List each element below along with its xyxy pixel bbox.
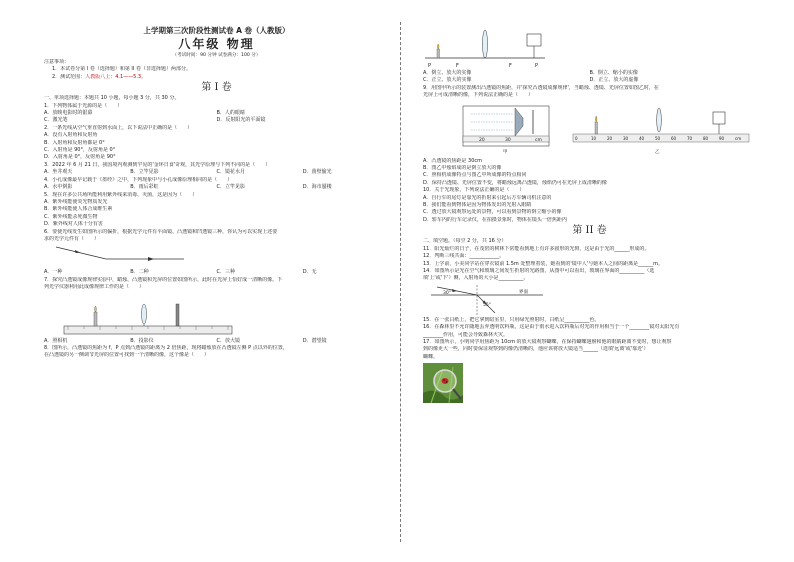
q4-option-d: D．海市蜃楼 [302, 184, 332, 191]
question-14: 14．如图所示是光在空气和玻璃之间发生折射的光路图，从图中可以看出，玻璃在界面的__________（选 [423, 267, 655, 274]
question-6-cont: 求的光学元件有（ ） [44, 235, 100, 242]
question-10: 10．关于光现象，下列说法正确的是（ ） [423, 187, 525, 194]
notice-item-2-prefix: 2．测试范围： [52, 73, 86, 80]
q5-option-d: D．紫外线对人体十分有害 [44, 221, 103, 228]
q14-refraction-figure [423, 283, 756, 317]
question-2: 2．一条光线从空气垂直射到水面上，以下说法中正确的是（ ） [44, 124, 193, 131]
q6-option-b: B．二种 [130, 269, 149, 276]
question-7: 7．探究凸透镜成像规律实验中，蜡烛、凸透镜和光屏的位置如图所示，此时在光屏上恰好成一清晰的像。下 [44, 276, 283, 283]
q14-interface-label: 界面 [519, 289, 528, 295]
q1-option-b: B．人的眼睛 [216, 110, 245, 117]
question-11: 11．阳光灿烂的日子，在茂密的树林下常能看到地上有许多圆形的光斑，这是由于光的______形成的。 [423, 245, 650, 252]
q5-option-b: B．紫外线能使人体合成维生素 [44, 206, 113, 213]
notice-item-2-range: 人教版八上：4.1——5.3。 [85, 73, 147, 80]
q3-option-b: B．立竿见影 [130, 169, 159, 176]
q10-option-a: A．自行车的尾灯是靠光的折射来引起后方车辆司机注意的 [423, 194, 552, 201]
question-17-cont: 到的像更大一些，同时要保证观察到的像仍清晰的，他应该将放大镜适当______（选填'远离'或'靠近'） [423, 346, 649, 353]
q5-option-a: A．紫外线能使荧光物质发光 [44, 198, 108, 205]
q9-option-a: A．凸透镜的焦距是 30cm [423, 157, 482, 164]
question-8-options-2 [423, 77, 756, 84]
right-column [423, 22, 756, 542]
ruler-b-cm: cm [735, 135, 742, 141]
ruler-b-10: 10 [591, 135, 597, 141]
q2-option-c: C．入射角是 90°，反射角是 0° [44, 147, 116, 154]
q14-angle-30: 30° [443, 290, 451, 296]
volume-2-heading: 第 II 卷 [572, 225, 607, 237]
question-3-options [44, 169, 389, 176]
q1-option-a: A．放映电影时的银幕 [44, 110, 93, 117]
q2-option-b: B．入射角和反射角都是 0° [44, 139, 105, 146]
ruler-b-80: 80 [703, 135, 709, 141]
q9-option-d: D．保持凸透镜、光屏位置不变，将蜡烛远离凸透镜，烛焰仍可在光屏上成清晰的像 [423, 179, 607, 186]
q2-option-a: A．没有入射角和反射角 [44, 132, 98, 139]
q10-option-b: B．我们能看到物体是因为物体发出的光射入眼睛 [423, 202, 532, 209]
question-12: 12．判断三线共面：____________。 [423, 253, 505, 260]
q8-option-c: C．正立、放大的实像 [423, 77, 472, 84]
q2-option-d: D．入射角是 0°，反射角是 90° [44, 154, 116, 161]
question-7-cont: 列光学仪器利用此成像规律工作的是（ ） [44, 284, 145, 291]
q9-option-b: B．图乙中烛焰成的是倒立放大的像 [423, 165, 502, 172]
question-13: 13．上学前，小美同学站在穿衣镜前 1.5m 处整理着装，她看到的'镜中人'与她本人之间的距离是______m。 [423, 260, 663, 267]
question-4: 4．小孔成像最早记载于《墨经》之中，下列现象中与小孔成像原理相同的是（ ） [44, 176, 233, 183]
q14-angle-55: 55° [483, 302, 491, 308]
q9-option-c: C．照相机成像特点与图乙中所成像的特点相同 [423, 172, 527, 179]
volume-1-heading: 第 I 卷 [201, 82, 232, 94]
q7-option-b: B．投影仪 [130, 337, 154, 344]
q9-label-b: 乙 [655, 149, 660, 155]
q8-option-b: B．倒立、缩小的实像 [589, 70, 638, 76]
question-9-cont: 光屏上可成清晰的像，下列说法正确的是（ ） [423, 92, 534, 99]
ruler-b-0: 0 [575, 135, 578, 141]
exam-sheet [38, 22, 756, 542]
q4-option-b: B．雨后彩虹 [130, 184, 159, 191]
ruler-b-20: 20 [607, 135, 613, 141]
ruler-b-60: 60 [671, 135, 677, 141]
q4-option-c: C．立竿见影 [216, 184, 245, 191]
ruler-b-50: 50 [655, 135, 661, 141]
section-1-intro: 一、单项选择题：本题共 10 小题，每小题 3 分，共 30 分。 [44, 95, 180, 102]
q9-diagrams [423, 100, 753, 158]
q8-mark-p-left: P [428, 63, 432, 69]
question-6: 6．要使光线发生如图所示的偏折，根据光学元件有平面镜、凸透镜和凹透镜三种，你认为可以实现上述要 [44, 228, 278, 235]
q7-option-c: C．放大镜 [216, 337, 240, 344]
question-5: 5．现在许多公共场所能利用紫外线来消毒、灭菌，这是因为（ ） [44, 191, 198, 198]
question-7-options [44, 338, 389, 345]
question-6-options [44, 269, 389, 276]
exam-meta: （考试时间：90 分钟 试卷满分：100 分） [172, 53, 261, 58]
ruler-b-30: 30 [623, 135, 629, 141]
question-17-end: 蝴蝶。 [423, 353, 439, 360]
exam-subject: 八年级 物理 [178, 37, 255, 51]
column-divider [400, 22, 401, 542]
notice-item-2 [44, 74, 389, 81]
q7-bench-figure [44, 292, 389, 338]
q4-option-a: A．水中倒影 [44, 184, 73, 191]
question-8-cont: 在凸透镜的另一侧调节光屏的位置可找到一个清晰的像，这个像是（ ） [44, 352, 210, 359]
q8-option-d: D．正立、放大的虚像 [589, 77, 639, 84]
question-16-cont: ________作用，可能会导致森林火灾。 [423, 331, 509, 338]
q8-mark-f-right: F [509, 63, 512, 69]
q8-mark-f-left: F [456, 63, 459, 69]
section-2-intro: 二、填空题。（每空 2 分，共 16 分） [423, 238, 507, 245]
question-16: 16．在森林里不允许随地丢弃透明饮料瓶，这是由于雨水进入饮料瓶后对光的作用相当于一个________镜对太阳光有 [423, 324, 680, 331]
ruler-b-40: 40 [639, 135, 645, 141]
ruler-a-30: 30 [505, 137, 511, 143]
q3-option-c: C．镜花水月 [216, 169, 245, 176]
left-column [44, 22, 389, 542]
q6-ray-figure [44, 243, 389, 269]
question-15: 15．在一张白纸上，把它拿到暗室里，只用绿光照射时，白纸呈__________色。 [423, 316, 600, 323]
q5-option-c: C．紫外线能杀死微生物 [44, 213, 98, 220]
q8-figure [423, 22, 756, 70]
notice-heading: 注意事项： [44, 59, 70, 65]
q1-option-c: C．激光笔 [44, 117, 68, 124]
q3-option-a: A．坐井观天 [44, 169, 73, 176]
q8-lens-diagram [423, 22, 553, 70]
q9-label-a: 甲 [503, 149, 508, 155]
question-14-cont: 填'上'或'下'）侧，入射角的大小是__________。 [423, 275, 529, 282]
q6-ray-diagram [44, 243, 194, 269]
q10-option-d: D．轿车内的行车记录仪，在拍摄景象时，物体在镜头一倍焦距内 [423, 216, 567, 223]
exam-title: 上学期第三次阶段性测试卷 A 卷（人教版） [143, 26, 290, 35]
q6-option-a: A．一种 [44, 269, 63, 276]
question-17: 17．如图所示，小明同学用焦距为 10cm 的放大镜观察蝴蝶，在保持蝴蝶翅膀和他的眼睛距离不变时，想让观察 [423, 338, 672, 345]
q17-magnifier-image [423, 363, 463, 403]
ruler-b-70: 70 [687, 135, 693, 141]
q10-option-c: C．透过放大镜观察远处的景物，可以看到景物的倒立缩小的像 [423, 209, 562, 216]
ruler-b-90: 90 [719, 135, 725, 141]
q7-option-a: A．照相机 [44, 337, 68, 344]
ruler-a-20: 20 [479, 137, 485, 143]
q8-option-a: A．倒立、放大的实像 [423, 70, 472, 76]
notice-item-1: 1．本试卷分第 I 卷（选择题）和第 II 卷（非选择题）两部分。 [52, 66, 191, 73]
q14-refraction-diagram [423, 283, 573, 317]
q6-option-d: D．无 [302, 269, 317, 276]
q6-option-c: C．三种 [216, 269, 235, 276]
question-8: 8．图所示，凸透镜的焦距为 f，P 点到凸透镜的距离为 2 倍焦距，现将蜡烛放在凸透镜左侧 P 点以外的位置， [44, 344, 288, 351]
q17-photo [423, 363, 756, 403]
question-9: 9．用图甲所示的装置测出凸透镜的焦距，并'探究凸透镜成像规律'，当蜡烛、透镜、光屏位置如图乙时，在 [423, 84, 659, 91]
q7-optical-bench [44, 292, 244, 338]
question-3: 3．2022 年 6 月 21 日，我国境内观测到罕见的'金环日食'奇观，其光学原理与下列不同的是（ ） [44, 161, 271, 168]
question-4-options [44, 184, 389, 191]
question-1: 1．下列物体属于光源的是（ ） [44, 102, 123, 109]
question-1-options-2 [44, 117, 389, 124]
q8-mark-p-right: P [535, 63, 539, 69]
q9-figures [423, 100, 756, 158]
q1-option-d: D．反射阳光的平面镜 [216, 117, 266, 124]
q3-option-d: D．凿壁偷光 [302, 169, 332, 176]
q7-option-d: D．潜望镜 [302, 337, 327, 344]
ruler-a-cm: cm [535, 137, 542, 143]
